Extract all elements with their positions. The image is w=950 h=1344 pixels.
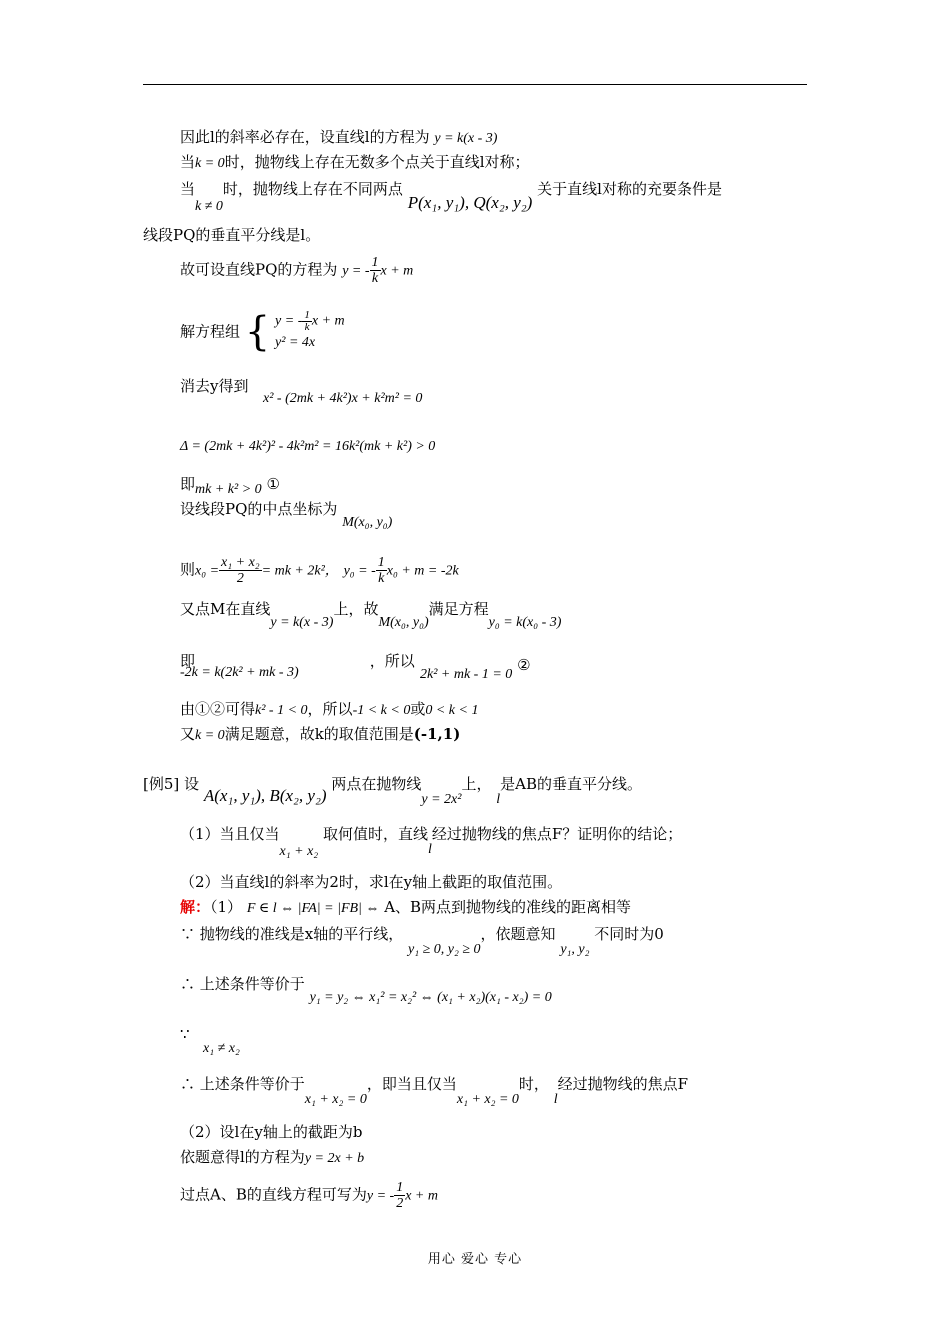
formula: y₀ = k(x₀ - 3) [488,615,562,630]
text: 经过抛物线的焦点F [557,1075,689,1093]
text: 依题意得l的方程为 [180,1148,305,1166]
text: 时，抛物线上存在不同两点 [222,180,403,198]
formula: x₁ + x₂ = 0 [304,1092,367,1107]
formula: y = - [342,263,370,279]
text: 故可设直线PQ的方程为 [180,260,338,279]
text: 不同时为0 [594,925,664,943]
text: ∵ 抛物线的准线是x轴的平行线， [180,925,404,943]
text: 上， [461,775,492,793]
formula: k = 0 [195,156,225,171]
fraction: $\frac{1}{2}$ [396,1180,404,1211]
formula: F ∈ l ⇔ |FA| = |FB| ⇔ [246,901,380,916]
formula: y = k(x - 3) [270,615,334,630]
text-line [180,873,562,891]
text: 即 [180,475,196,493]
formula: 2k² + mk - 1 = 0 [420,667,513,682]
text-line [180,600,562,630]
text: ，所以 [307,700,353,718]
formula: l [496,792,501,807]
formula: l [553,1092,558,1107]
text: 又点M在直线 [180,600,271,618]
fraction: $\frac{\text{x₁ + x₂}}{2}$ [221,555,260,586]
text: 满足方程 [428,600,489,618]
formula: y = k(x - 3) [434,131,498,146]
text: 过点A、B的直线方程可写为 [180,1185,367,1204]
formula: mk + k² > 0 [195,482,262,497]
formula: y = 2x + b [304,1151,365,1166]
text-line [180,310,345,353]
text-line [180,975,552,1005]
text: (-1,1) [413,725,461,743]
text: ，依题意知 [480,925,556,943]
text: ② [517,656,531,674]
text: 关于直线l对称的充要条件是 [537,180,722,198]
formula: -2k = k(2k² + mk - 3) [180,665,299,680]
text-line: 则x₀ = $\frac{\text{x₁ + x₂}}{2}$ = mk + 2k²， y₀ = - $\frac{1}{k}$ x₀ + m = -2k [180,555,459,586]
formula: P(x₁, y₁), Q(x₂, y₂) [407,193,533,212]
text-line [180,1148,364,1168]
text: 或 [410,700,426,718]
text-line [180,898,631,918]
formula: x + m [380,263,414,279]
text-line: 由①②可得k² - 1 < 0，所以-1 < k < 0或0 < k < 1 [180,700,479,718]
text-line [180,180,722,214]
text: 由①②可得 [180,700,256,718]
header-rule [143,84,807,85]
formula: y₁, y₂ [560,942,590,957]
text: 经过抛物线的焦点F？证明你的结论； [431,825,683,843]
text: 又 [180,725,196,743]
text-line [180,1123,362,1141]
formula: x₁ + x₂ = 0 [456,1092,519,1107]
formula: y = 2x² [421,792,462,807]
text: 上，故 [333,600,379,618]
text: 满足题意，故k的取值范围是 [224,725,414,743]
text-line [143,775,642,807]
text: ∵ [180,1025,190,1043]
text: （2）设l在y轴上的截距为b [180,1123,363,1141]
formula: x₁ + x₂ [279,844,319,859]
text: 是AB的垂直平分线。 [500,775,642,793]
text: 当 [180,180,196,198]
text: A、B两点到抛物线的准线的距离相等 [384,898,632,916]
fraction: $\frac{1}{k}$ [371,255,379,286]
text: 两点在抛物线 [331,775,422,793]
text-line [180,1075,689,1107]
formula: y₁ ≥ 0, y₂ ≥ 0 [408,942,481,957]
text-line [180,153,530,173]
text-line [180,255,413,286]
text: 时，抛物线上存在无数多个点关于直线l对称； [224,153,530,171]
text-line [143,226,320,244]
text: ∴ 上述条件等价于 [180,1075,305,1093]
text-line: 过点A、B的直线方程可写为y = - $\frac{1}{2}$ x + m [180,1180,438,1211]
text: 则 [180,560,196,579]
text: ，所以 [369,652,415,670]
text: ① [266,475,280,493]
text-line [180,128,497,148]
solution-label: 解： [180,898,211,916]
formula: Δ = (2mk + 4k²)² - 4k²m² = 16k²(mk + k²) > 0 [180,439,436,454]
formula: x² - (2mk + 4k²)x + k²m² = 0 [263,391,423,406]
text: [例5] 设 [143,775,200,793]
brace: { [244,308,271,355]
text: 因此l的斜率必存在，设直线l的方程为 [180,128,430,146]
text: 线段PQ的垂直平分线是l。 [143,226,321,244]
equation-system: y = - $\frac{1}{k}$ x + m y² = 4x [275,309,345,350]
formula: M(x₀, y₀) [378,615,429,630]
text: 时， [518,1075,549,1093]
formula: A(x₁, y₁), B(x₂, y₂) [203,786,327,805]
formula: y₁ = y₂ ⇔ x₁² = x₂² ⇔ (x₁ + x₂)(x₁ - x₂) = 0 [309,990,552,1005]
text-line [180,475,280,495]
text-line: 又k = 0满足题意，故k的取值范围是(-1,1) [180,725,461,743]
text-line: （1）当且仅当x₁ + x₂ 取何值时，直线l经过抛物线的焦点F？证明你的结论； [180,825,683,859]
formula: k ≠ 0 [195,199,223,214]
text-line [180,500,393,530]
text: 解方程组 [180,322,241,341]
text: 即 [180,652,196,670]
text: （2）当直线l的斜率为2时，求l在y轴上截距的取值范围。 [180,873,563,891]
text-line [420,656,531,684]
text: 当 [180,153,196,171]
text-line [180,1025,190,1043]
text: 取何值时，直线 [322,825,428,843]
text: 消去y得到 [180,377,249,395]
text: （1）当且仅当 [180,825,280,843]
formula: M(x₀, y₀) [342,515,393,530]
text-line [180,925,664,957]
formula: x₁ ≠ x₂ [203,1041,240,1056]
text: ∴ 上述条件等价于 [180,975,305,993]
text: 设线段PQ的中点坐标为 [180,500,338,518]
text: ，即当且仅当 [366,1075,457,1093]
text-line [180,377,248,395]
text: （1） [210,898,243,916]
page-footer: 用心 爱心 专心 [427,1252,523,1267]
fraction: $\frac{1}{k}$ [377,555,385,586]
